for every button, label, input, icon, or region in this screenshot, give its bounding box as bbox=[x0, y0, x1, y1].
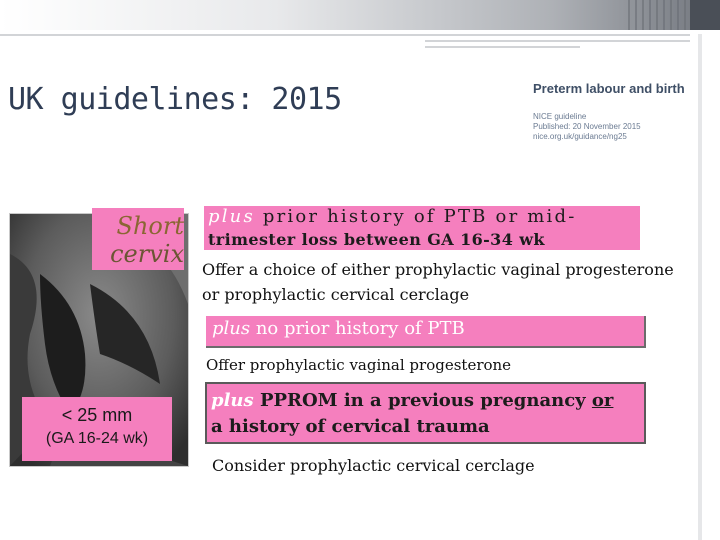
criterion-2-plus: plus bbox=[212, 318, 251, 339]
criterion-3-plus: plus bbox=[211, 390, 254, 411]
criterion-3-line2: a history of cervical trauma bbox=[211, 416, 490, 437]
header-stripes bbox=[628, 0, 690, 30]
criterion-1-box bbox=[204, 206, 640, 250]
criterion-1-line1 bbox=[208, 206, 638, 227]
criterion-3-or: or bbox=[591, 390, 614, 411]
short-cervix-line2: cervix bbox=[110, 240, 184, 268]
criterion-2-box bbox=[206, 316, 646, 348]
short-cervix-line1: Short bbox=[116, 212, 184, 240]
criterion-2-advice: Offer prophylactic vaginal progesterone bbox=[206, 356, 512, 374]
header-rule-short bbox=[425, 40, 690, 42]
reference-line: NICE guideline bbox=[533, 112, 587, 121]
criterion-1-line2: trimester loss between GA 16-34 wk bbox=[208, 230, 545, 249]
criterion-3-box bbox=[205, 382, 646, 444]
criterion-1-advice-line2: or prophylactic cervical cerclage bbox=[202, 285, 470, 304]
reference-line: Published: 20 November 2015 bbox=[533, 122, 641, 131]
header-gradient-bar bbox=[0, 0, 690, 30]
header-rule bbox=[0, 34, 690, 36]
short-cervix-label bbox=[92, 208, 184, 270]
criterion-3-text: PPROM in a previous pregnancy bbox=[259, 390, 586, 411]
header-corner-block bbox=[690, 0, 720, 30]
threshold-range: (GA 16-24 wk) bbox=[45, 430, 149, 447]
header-rule-shorter bbox=[425, 46, 580, 48]
slide-title: UK guidelines: 2015 bbox=[8, 82, 342, 117]
threshold-box bbox=[22, 397, 172, 461]
threshold-value: < 25 mm bbox=[61, 405, 133, 425]
right-edge-rule bbox=[698, 34, 702, 540]
reference-heading: Preterm labour and birth bbox=[533, 81, 685, 96]
criterion-3-line1 bbox=[211, 390, 613, 411]
reference-line: nice.org.uk/guidance/ng25 bbox=[533, 132, 627, 141]
criterion-2-text: no prior history of PTB bbox=[255, 318, 465, 339]
criterion-3-advice: Consider prophylactic cervical cerclage bbox=[212, 456, 535, 475]
criterion-2-line bbox=[212, 318, 465, 339]
criterion-1-plus: plus bbox=[208, 206, 255, 227]
criterion-1-advice-line1: Offer a choice of either prophylactic vaginal progesterone bbox=[202, 260, 674, 279]
criterion-1-text: prior history of PTB or mid- bbox=[262, 206, 577, 227]
